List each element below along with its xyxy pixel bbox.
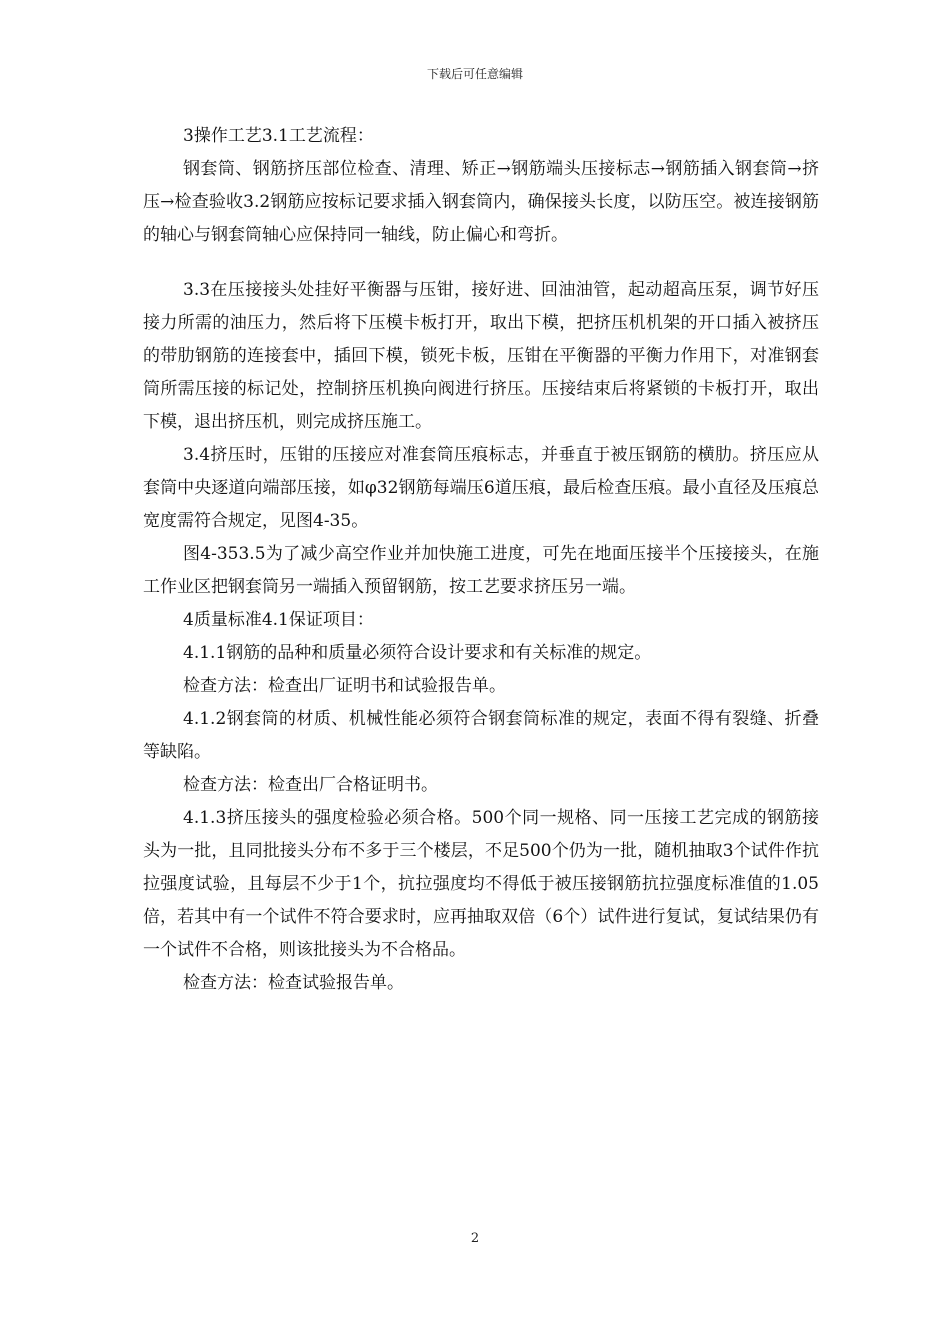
paragraph-section-4-1-1: 4.1.1钢筋的品种和质量必须符合设计要求和有关标准的规定。 (183, 643, 652, 663)
paragraph-section-4-1-2: 4.1.2钢套筒的材质、机械性能必须符合钢套筒标准的规定，表面不得有裂缝、折叠等缺陷。 (143, 709, 819, 762)
page-header: 下载后可任意编辑 (426, 67, 523, 81)
paragraph-section-3-4: 3.4挤压时，压钳的压接应对准套筒压痕标志，并垂直于被压钢筋的横肋。挤压应从套筒中央逐道向端部压接，如φ32钢筋每端压6道压痕，最后检查压痕。最小直径及压痕总宽度需符合规定，见图4-35。 (143, 445, 819, 531)
paragraph-process-heading: 3操作工艺3.1工艺流程： (183, 126, 374, 146)
paragraph-section-3-3: 3.3在压接接头处挂好平衡器与压钳，接好进、回油油管，起动超高压泵，调节好压接力所需的油压力，然后将下压模卡板打开，取出下模，把挤压机机架的开口插入被挤压的带肋钢筋的连接套中，插回下模，锁死卡板，压钳在平衡器的平衡力作用下，对准钢套筒所需压接的标记处，控制挤压机换向阀进行挤压。压接结束后将紧锁的卡板打开，取出下模，退出挤压机，则完成挤压施工。 (143, 280, 819, 432)
paragraph-section-3-5: 图4-353.5为了减少高空作业并加快施工进度，可先在地面压接半个压接接头，在施工作业区把钢套筒另一端插入预留钢筋，按工艺要求挤压另一端。 (143, 544, 819, 597)
paragraph-process-flow: 钢套筒、钢筋挤压部位检查、清理、矫正→钢筋端头压接标志→钢筋插入钢套筒→挤压→检查验收3.2钢筋应按标记要求插入钢套筒内，确保接头长度，以防压空。被连接钢筋的轴心与钢套筒轴心应保持同一轴线，防止偏心和弯折。 (143, 159, 819, 245)
paragraph-check-method-3: 检查方法：检查试验报告单。 (183, 973, 404, 993)
paragraph-check-method-2: 检查方法：检查出厂合格证明书。 (183, 775, 438, 795)
page-number: 2 (470, 1231, 480, 1246)
paragraph-section-4-1-3: 4.1.3挤压接头的强度检验必须合格。500个同一规格、同一压接工艺完成的钢筋接头为一批，且同批接头分布不多于三个楼层，不足500个仍为一批，随机抽取3个试件作抗拉强度试验，且每层不少于1个，抗拉强度均不得低于被压接钢筋抗拉强度标准值的1.05倍，若其中有一个试件不符合要求时，应再抽取双倍（6个）试件进行复试，复试结果仍有一个试件不合格，则该批接头为不合格品。 (143, 808, 819, 960)
document-body (143, 120, 819, 1000)
paragraph-check-method-1: 检查方法：检查出厂证明书和试验报告单。 (183, 676, 506, 696)
paragraph-quality-heading: 4质量标准4.1保证项目： (183, 610, 374, 630)
